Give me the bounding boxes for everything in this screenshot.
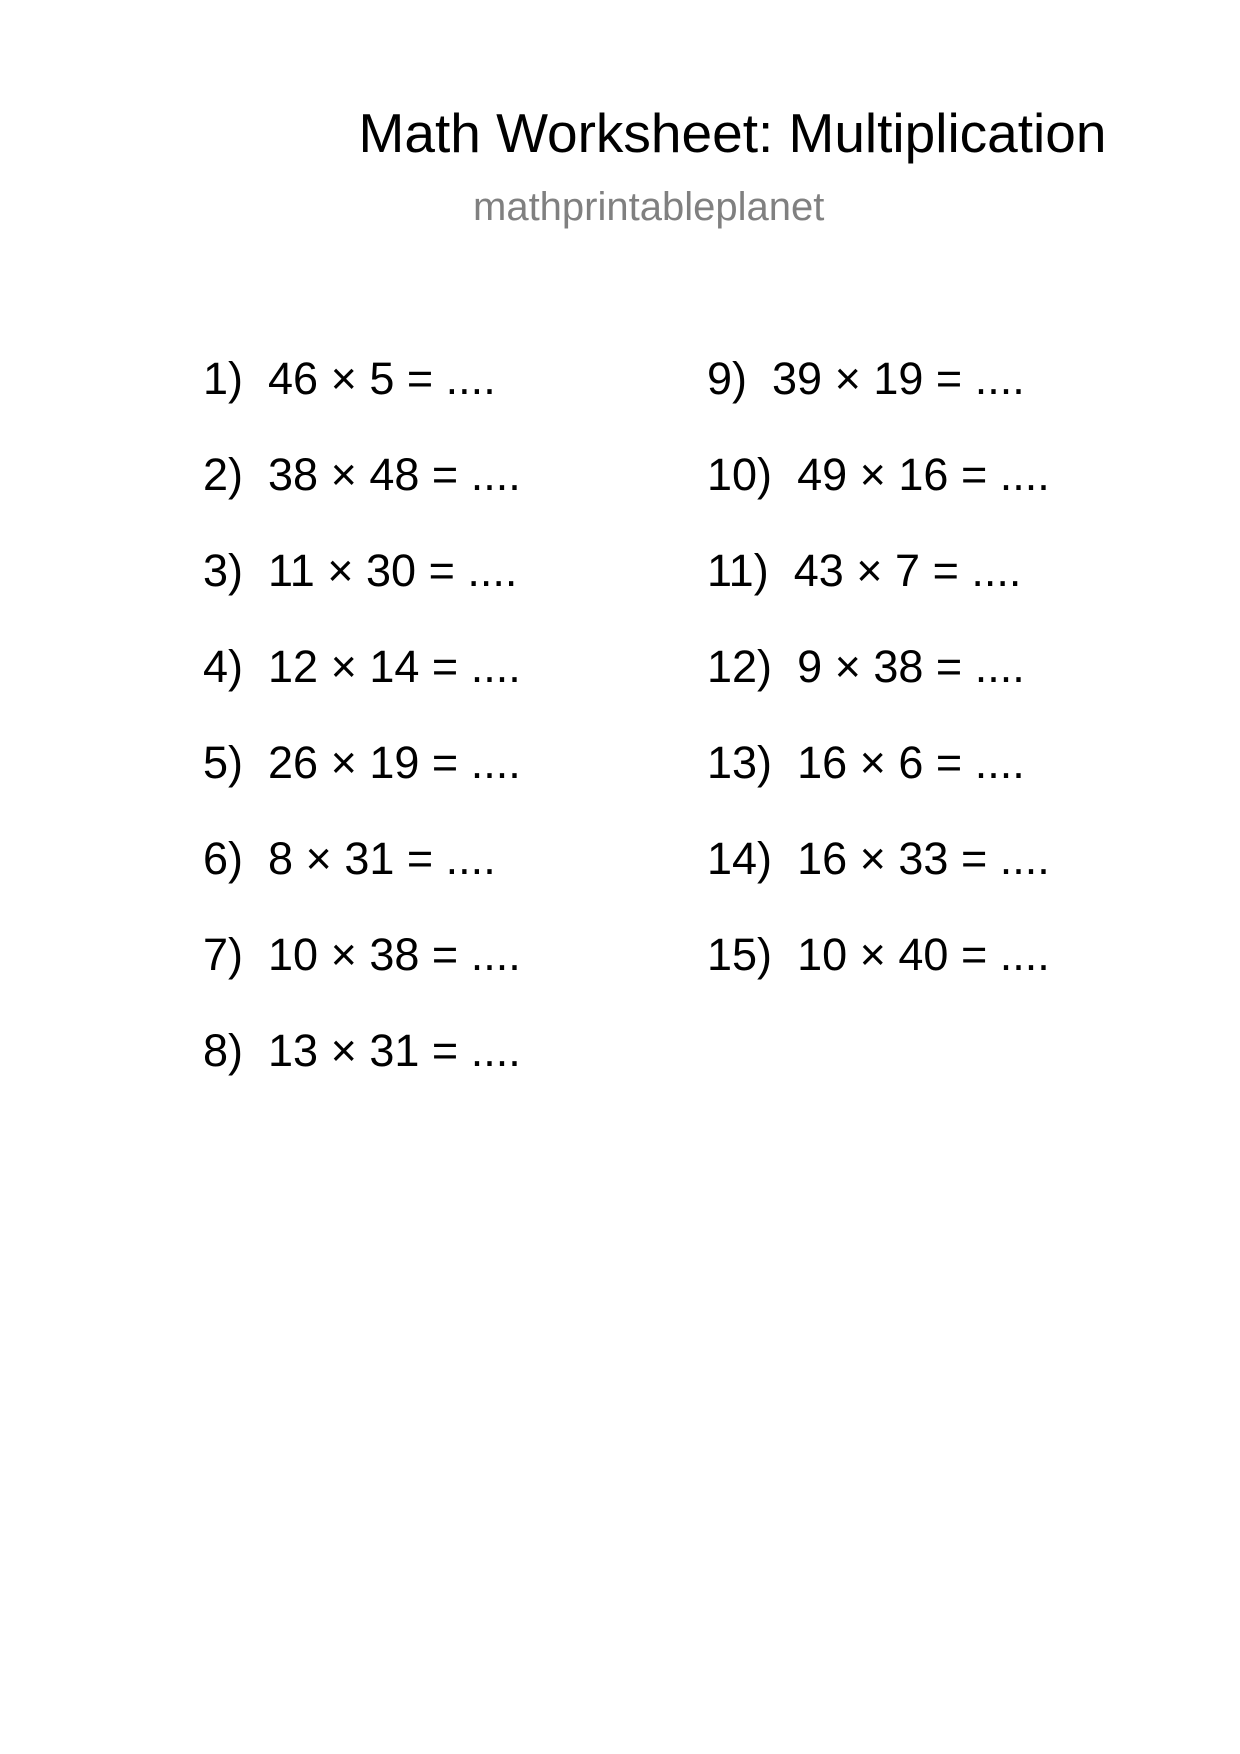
problem-number: 14) — [707, 833, 773, 884]
problem-expression: 39 × 19 = .... — [772, 353, 1025, 404]
problem-item — [707, 927, 1050, 1023]
problem-item — [707, 447, 1050, 543]
problem-item — [707, 543, 1050, 639]
problem-item — [203, 447, 521, 543]
problem-item — [707, 735, 1050, 831]
problem-item — [203, 735, 521, 831]
problem-expression: 26 × 19 = .... — [268, 737, 521, 788]
problem-number: 15) — [707, 929, 773, 980]
problem-number: 13) — [707, 737, 773, 788]
problem-expression: 9 × 38 = .... — [797, 641, 1025, 692]
problem-expression: 11 × 30 = .... — [268, 545, 518, 596]
problem-expression: 46 × 5 = .... — [268, 353, 496, 404]
problem-item — [203, 831, 521, 927]
problem-number: 11) — [707, 545, 769, 596]
problem-number: 2) — [203, 449, 244, 500]
problem-number: 10) — [707, 449, 773, 500]
problem-expression: 16 × 6 = .... — [797, 737, 1025, 788]
problem-expression: 13 × 31 = .... — [268, 1025, 521, 1076]
problem-item — [203, 927, 521, 1023]
problem-expression: 8 × 31 = .... — [268, 833, 496, 884]
problem-item — [707, 639, 1050, 735]
problem-item — [707, 351, 1050, 447]
problem-number: 5) — [203, 737, 244, 788]
problem-number: 4) — [203, 641, 244, 692]
problem-item — [203, 639, 521, 735]
problem-item — [707, 831, 1050, 927]
problem-expression: 10 × 40 = .... — [797, 929, 1050, 980]
problem-number: 1) — [203, 353, 244, 404]
problem-number: 3) — [203, 545, 244, 596]
problem-item — [203, 543, 521, 639]
problem-number: 6) — [203, 833, 244, 884]
problem-expression: 49 × 16 = .... — [797, 449, 1050, 500]
problem-number: 8) — [203, 1025, 244, 1076]
problem-expression: 43 × 7 = .... — [793, 545, 1022, 596]
problem-expression: 38 × 48 = .... — [268, 449, 521, 500]
problem-expression: 10 × 38 = .... — [268, 929, 521, 980]
problems-left-column — [203, 351, 521, 1119]
problem-number: 7) — [203, 929, 244, 980]
problem-expression: 16 × 33 = .... — [797, 833, 1050, 884]
worksheet-title: Math Worksheet: Multiplication — [358, 102, 1107, 164]
problem-number: 9) — [707, 353, 748, 404]
worksheet-source: mathprintableplanet — [473, 185, 825, 229]
problems-right-column — [707, 351, 1050, 1023]
problem-item — [203, 1023, 521, 1119]
problem-number: 12) — [707, 641, 773, 692]
problem-expression: 12 × 14 = .... — [268, 641, 521, 692]
problem-item — [203, 351, 521, 447]
